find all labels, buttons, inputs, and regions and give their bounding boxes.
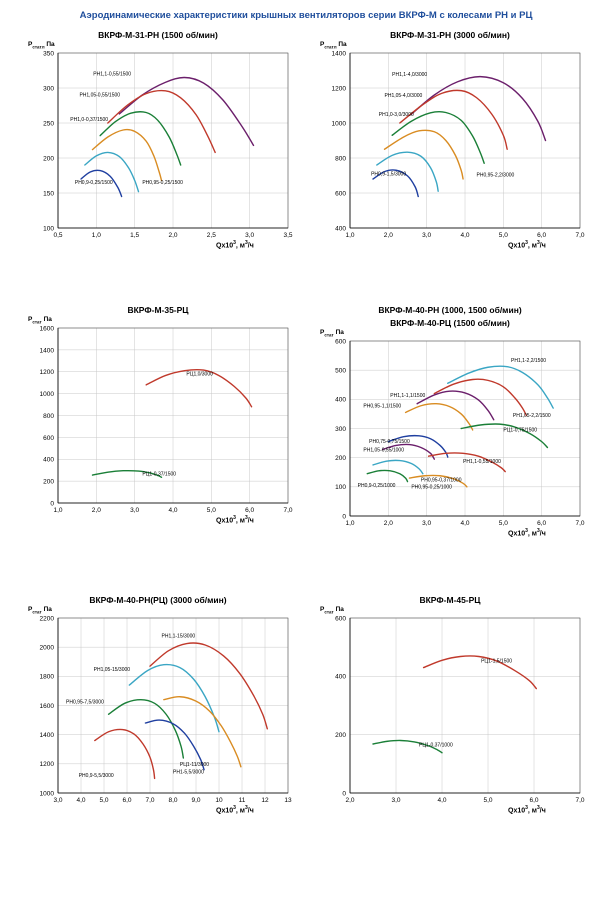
curve (93, 130, 162, 181)
curve (400, 90, 507, 149)
svg-text:0,5: 0,5 (53, 232, 63, 239)
curve-label: РН1,1-4,0/3000 (392, 71, 428, 78)
svg-text:200: 200 (43, 155, 54, 163)
svg-text:200: 200 (335, 732, 346, 740)
curve-label: РН0,9-5,5/3000 (78, 772, 114, 779)
svg-text:13: 13 (284, 797, 292, 804)
svg-text:100: 100 (43, 225, 54, 233)
svg-text:2,0: 2,0 (168, 232, 178, 239)
curve-label: РН1,05-15/3000 (93, 667, 131, 674)
svg-text:100: 100 (335, 484, 346, 492)
svg-text:1200: 1200 (39, 369, 54, 377)
svg-text:4,0: 4,0 (437, 797, 447, 804)
curve (417, 391, 494, 420)
svg-text:7,0: 7,0 (145, 797, 155, 804)
svg-text:8,0: 8,0 (168, 797, 178, 804)
chart-svg (20, 43, 296, 258)
chart-title: ВКРФ-М-45-РЦ (419, 595, 481, 605)
chart-svg (20, 318, 296, 533)
svg-text:300: 300 (43, 85, 54, 93)
x-axis-label: $Qх10^3$, $м^3/ч$ (508, 240, 546, 250)
svg-text:200: 200 (43, 478, 54, 486)
svg-text:4,0: 4,0 (168, 507, 178, 514)
curve (392, 112, 484, 164)
svg-text:1200: 1200 (39, 761, 54, 769)
chart-title: ВКРФ-М-40-РН(РЦ) (3000 об/мин) (89, 595, 227, 605)
svg-text:600: 600 (43, 434, 54, 442)
svg-text:2000: 2000 (39, 644, 54, 652)
svg-text:5,0: 5,0 (498, 520, 508, 527)
svg-text:1,5: 1,5 (130, 232, 140, 239)
curve-label: РН1,1-0,55/1500 (93, 71, 132, 78)
svg-text:2200: 2200 (39, 615, 54, 623)
svg-text:4,0: 4,0 (460, 232, 470, 239)
curve (129, 665, 219, 732)
svg-text:2,0: 2,0 (345, 797, 355, 804)
curve-label: РН0,9-1,5/3000 (371, 171, 407, 178)
curve-label: РН1,1-2,2/1500 (511, 358, 547, 364)
svg-text:3,0: 3,0 (422, 232, 432, 239)
svg-text:1400: 1400 (331, 50, 346, 58)
curve (108, 91, 215, 153)
curve-label: РН0,95-1,1/1500 (363, 403, 402, 410)
chart-title: ВКРФ-М-31-РН (1500 об/мин) (98, 30, 218, 40)
plot-area (20, 43, 296, 258)
curve (100, 112, 181, 165)
curve-label: РЦ1-0,75/1500 (503, 427, 538, 434)
svg-text:400: 400 (335, 225, 346, 233)
svg-text:0: 0 (342, 790, 346, 798)
svg-text:0: 0 (50, 500, 54, 508)
svg-text:200: 200 (335, 455, 346, 463)
svg-text:400: 400 (335, 673, 346, 681)
svg-text:2,0: 2,0 (383, 232, 393, 239)
curve (367, 470, 407, 481)
svg-text:6,0: 6,0 (537, 520, 547, 527)
svg-text:600: 600 (335, 615, 346, 623)
y-axis-label: $Р_{стат}$ Па (320, 329, 344, 338)
curve-label: РЦ1,0/3000 (186, 371, 213, 378)
svg-text:1,0: 1,0 (345, 232, 355, 239)
curve-label: РН1,05-4,0/3000 (384, 92, 423, 99)
svg-text:3,0: 3,0 (422, 520, 432, 527)
plot-area (312, 331, 588, 546)
svg-text:1000: 1000 (39, 790, 54, 798)
curve-label: РЦ1-11/3000 (179, 762, 210, 769)
svg-text:6,0: 6,0 (537, 232, 547, 239)
svg-text:1400: 1400 (39, 347, 54, 355)
svg-text:9,0: 9,0 (191, 797, 201, 804)
curve-label: РН1,1-15/3000 (161, 633, 196, 640)
chart-panel-vkrf-m-40 (312, 305, 588, 546)
curve-label: РН1,1-0,55/1000 (463, 458, 501, 465)
svg-text:400: 400 (43, 456, 54, 464)
curve-label: РН1,0-0,37/1500 (70, 116, 109, 123)
chart-svg (312, 331, 588, 546)
svg-text:2,0: 2,0 (91, 507, 101, 514)
svg-text:1600: 1600 (39, 325, 54, 333)
svg-text:3,5: 3,5 (283, 232, 293, 239)
curve-label: РН1,05-0,55/1000 (363, 447, 405, 454)
plot-area (20, 608, 296, 823)
svg-text:10: 10 (215, 797, 223, 804)
chart-panel-vkrf-m-40-rn-rc-3000 (20, 595, 296, 823)
svg-text:1800: 1800 (39, 673, 54, 681)
curve-label: РН1,1-1,1/1500 (390, 393, 426, 399)
svg-text:3,0: 3,0 (391, 797, 401, 804)
y-axis-label: $Р_{стат}$ Па (28, 606, 52, 615)
curve-label: РН0,95-0,25/1000 (411, 484, 452, 491)
svg-text:1400: 1400 (39, 732, 54, 740)
x-axis-label: $Qх10^3$, $м^3/ч$ (508, 528, 546, 538)
curve-label: РН0,95-7,5/3000 (66, 699, 104, 706)
svg-text:3,0: 3,0 (130, 507, 140, 514)
svg-text:5,0: 5,0 (483, 797, 493, 804)
y-axis-label: $Р_{стат}$ Па (28, 316, 52, 325)
x-axis-label: $Qх10^3$, $м^3/ч$ (216, 805, 254, 815)
curve-label: РН0,9-0,25/1000 (357, 482, 396, 489)
chart-panel-vkrf-m-31-rn-1500 (20, 30, 296, 258)
curve-label: РН1-5,5/3000 (173, 769, 204, 776)
chart-svg (312, 43, 588, 258)
svg-text:300: 300 (335, 425, 346, 433)
svg-text:400: 400 (335, 396, 346, 404)
x-axis-label: $Qх10^3$, $м^3/ч$ (216, 515, 254, 525)
svg-text:1000: 1000 (331, 120, 346, 128)
chart-panel-vkrf-m-45-rc (312, 595, 588, 823)
svg-text:7,0: 7,0 (575, 232, 585, 239)
svg-text:5,0: 5,0 (498, 232, 508, 239)
svg-text:2,5: 2,5 (206, 232, 216, 239)
chart-svg (20, 608, 296, 823)
y-axis-label: $Р_{стат}$ Па (320, 606, 344, 615)
curve (373, 460, 423, 473)
svg-text:800: 800 (43, 412, 54, 420)
curve-label: РН1,0-3,0/3000 (378, 112, 414, 118)
curve-label: РН0,95-0,37/1000 (420, 477, 462, 484)
svg-text:5,0: 5,0 (99, 797, 109, 804)
svg-text:2,0: 2,0 (383, 520, 393, 527)
plot-area (20, 318, 296, 533)
svg-text:350: 350 (43, 50, 54, 58)
curve-label: РЦ1-0,37/1000 (419, 742, 453, 749)
chart-panel-vkrf-m-31-rh-3000 (312, 30, 588, 258)
curve-label: РЦ1-0,37/1500 (142, 471, 177, 478)
svg-text:1200: 1200 (331, 85, 346, 93)
curve (434, 379, 526, 415)
x-axis-label: $Qх10^3$, $м^3/ч$ (216, 240, 254, 250)
curve (424, 656, 537, 689)
svg-text:1,0: 1,0 (345, 520, 355, 527)
curve (406, 404, 473, 430)
chart-panel-vkrf-m-35-rc (20, 305, 296, 533)
svg-text:1,0: 1,0 (91, 232, 101, 239)
svg-text:6,0: 6,0 (245, 507, 255, 514)
curve-label: РН1,05-2,2/1500 (512, 412, 551, 419)
chart-title: ВКРФ-М-40-РН (1000, 1500 об/мин) (378, 305, 522, 315)
svg-text:7,0: 7,0 (575, 797, 585, 804)
y-axis-label: $Р_{статл}$ Па (320, 41, 347, 50)
svg-text:600: 600 (335, 338, 346, 346)
svg-text:7,0: 7,0 (575, 520, 585, 527)
svg-text:3,0: 3,0 (245, 232, 255, 239)
svg-text:6,0: 6,0 (529, 797, 539, 804)
chart-title: ВКРФ-М-31-РН (3000 об/мин) (390, 30, 510, 40)
svg-text:600: 600 (335, 190, 346, 198)
svg-text:6,0: 6,0 (122, 797, 132, 804)
chart-svg (312, 608, 588, 823)
curve-label: РН0,75-0,75/1500 (369, 439, 410, 446)
curve-label: РН0,95-2,2/3000 (476, 172, 515, 179)
svg-text:1000: 1000 (39, 391, 54, 399)
svg-text:0: 0 (342, 513, 346, 521)
plot-area (312, 43, 588, 258)
chart-title: ВКРФ-М-35-РЦ (127, 305, 189, 315)
svg-text:12: 12 (261, 797, 269, 804)
svg-text:7,0: 7,0 (283, 507, 293, 514)
svg-text:11: 11 (238, 797, 246, 804)
svg-text:150: 150 (43, 190, 54, 198)
y-axis-label: $Р_{статл}$ Па (28, 41, 55, 50)
svg-text:4,0: 4,0 (460, 520, 470, 527)
svg-text:4,0: 4,0 (76, 797, 86, 804)
plot-area (312, 608, 588, 823)
curve-label: РН0,95-0,25/1500 (142, 179, 183, 186)
curve-label: РЦ1-1,5/1500 (481, 658, 513, 665)
svg-text:800: 800 (335, 155, 346, 163)
curve-label: РН1,05-0,55/1500 (79, 92, 121, 99)
svg-text:500: 500 (335, 367, 346, 375)
curve-label: РН0,9-0,25/1500 (74, 179, 113, 186)
svg-text:5,0: 5,0 (206, 507, 216, 514)
curve (448, 366, 553, 408)
x-axis-label: $Qх10^3$, $м^3/ч$ (508, 805, 546, 815)
svg-text:1600: 1600 (39, 702, 54, 710)
svg-text:250: 250 (43, 120, 54, 128)
svg-text:3,0: 3,0 (53, 797, 63, 804)
chart-subtitle: ВКРФ-М-40-РЦ (1500 об/мин) (390, 318, 510, 328)
page-title: Аэродинамические характеристики крышных вентиляторов серии ВКРФ-М с колесами РН и РЦ (79, 10, 533, 21)
svg-text:1,0: 1,0 (53, 507, 63, 514)
